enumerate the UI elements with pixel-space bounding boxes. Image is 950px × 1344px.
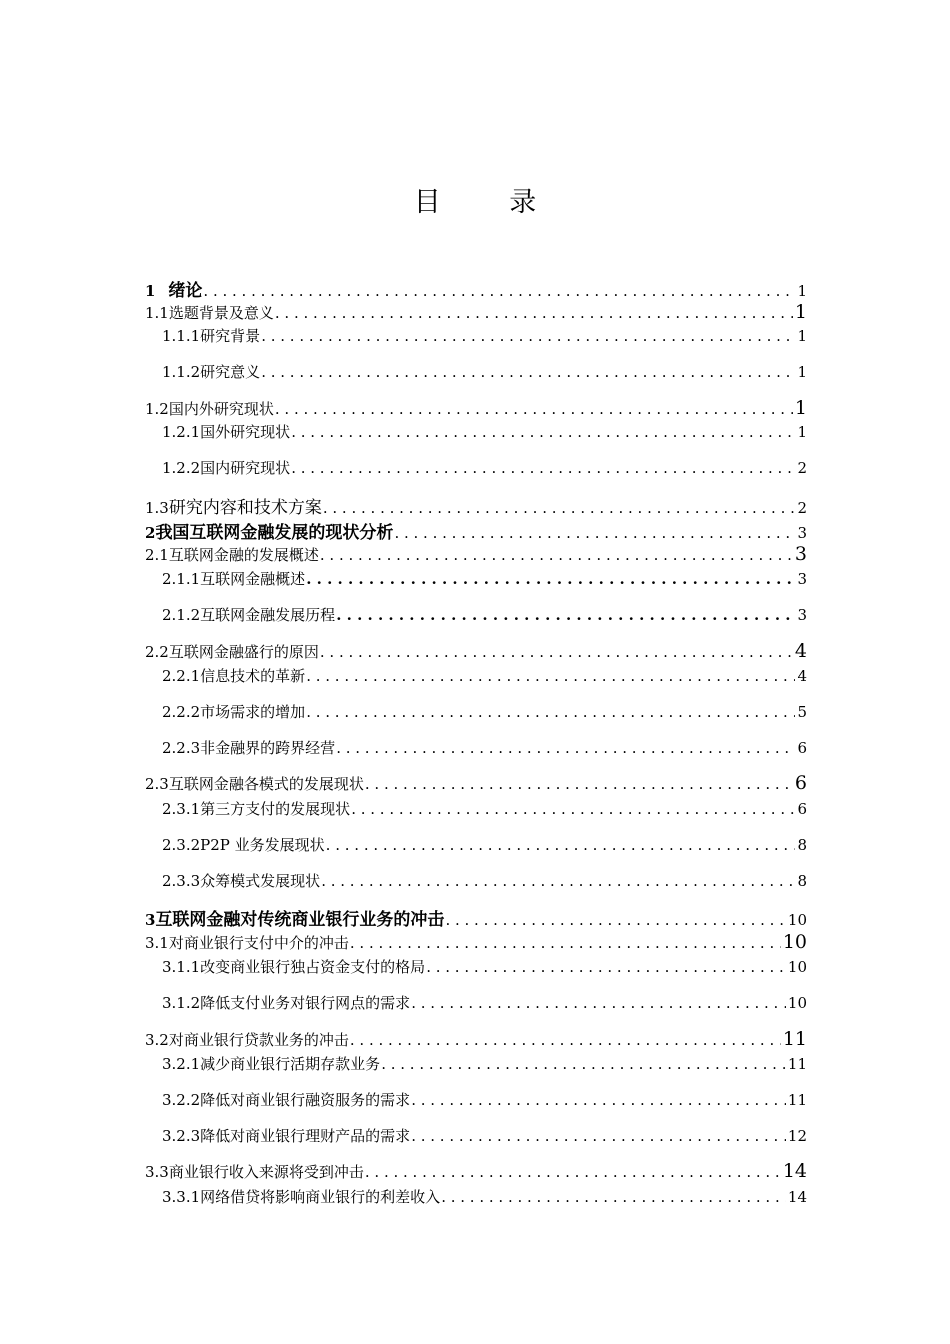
- toc-leader-dots: [326, 836, 796, 854]
- toc-entry[interactable]: [145, 931, 807, 953]
- toc-entry-number: 1.2.2: [162, 459, 201, 477]
- toc-entry[interactable]: [162, 1053, 807, 1074]
- toc-entry-number: 1.3: [145, 499, 169, 517]
- toc-entry[interactable]: [145, 640, 807, 662]
- toc-entry-number: 3.1.1: [162, 958, 201, 976]
- toc-entry-page: 8: [797, 872, 807, 890]
- toc-entry-title: 互联网金融各模式的发展现状: [168, 775, 364, 793]
- toc-entry-page: 1: [794, 397, 807, 419]
- toc-leader-dots: [320, 546, 793, 564]
- toc-entry-title: 互联网金融发展历程: [200, 606, 336, 624]
- toc-leader-dots: [381, 1055, 786, 1073]
- toc-entry[interactable]: [162, 798, 807, 819]
- toc-entry[interactable]: [162, 701, 807, 722]
- toc-entry-number: 3.1: [145, 934, 169, 952]
- toc-entry-page: 4: [794, 640, 807, 662]
- toc-entry-title: 国外研究现状: [200, 423, 291, 441]
- toc-leader-dots: [445, 911, 785, 929]
- toc-leader-dots: [411, 1091, 786, 1109]
- toc-entry[interactable]: [162, 992, 807, 1013]
- toc-entry-page: 6: [794, 772, 807, 794]
- toc-entry[interactable]: [162, 421, 807, 442]
- toc-entry-number: 2: [145, 524, 156, 542]
- toc-entry-title: 众筹模式发展现状: [200, 872, 321, 890]
- toc-entry[interactable]: [162, 568, 807, 589]
- toc-entry[interactable]: [145, 1028, 807, 1050]
- toc-entry-title: 对商业银行贷款业务的冲击: [168, 1031, 349, 1049]
- toc-entry-page: 3: [797, 524, 807, 542]
- toc-entry-number: 3.3.1: [162, 1188, 201, 1206]
- toc-entry[interactable]: [145, 543, 807, 565]
- toc-entry-number: 3.2.1: [162, 1055, 201, 1073]
- toc-entry[interactable]: [162, 665, 807, 686]
- toc-entry-page: 6: [797, 739, 807, 757]
- toc-entry-number: 3: [145, 911, 156, 929]
- toc-entry-number: 2.1: [145, 546, 169, 564]
- toc-entry[interactable]: [162, 870, 807, 891]
- toc-entry-title: 降低支付业务对银行网点的需求: [200, 994, 411, 1012]
- toc-entry-title: 第三方支付的发展现状: [200, 800, 351, 818]
- toc-entry-title: 互联网金融盛行的原因: [168, 643, 319, 661]
- toc-leader-dots: [261, 363, 795, 381]
- toc-entry-page: 11: [782, 1028, 807, 1050]
- toc-entry-title: 减少商业银行活期存款业务: [200, 1055, 381, 1073]
- toc-entry-number: 1: [145, 282, 156, 300]
- toc-entry-title: 互联网金融对传统商业银行业务的冲击: [155, 910, 445, 930]
- toc-entry-title: 绪论: [168, 281, 203, 301]
- toc-entry-title: 降低对商业银行融资服务的需求: [200, 1091, 411, 1109]
- toc-entry-title: 降低对商业银行理财产品的需求: [200, 1127, 411, 1145]
- toc-entry-title: 互联网金融的发展概述: [168, 546, 319, 564]
- toc-leader-dots: [411, 994, 786, 1012]
- toc-entry-page: 1: [797, 363, 807, 381]
- toc-entry-page: 2: [797, 459, 807, 477]
- toc-entry[interactable]: [162, 1125, 807, 1146]
- toc-leader-dots: [291, 423, 795, 441]
- toc-entry[interactable]: [162, 361, 807, 382]
- toc-leader-dots: [394, 524, 795, 542]
- toc-entry-number: 2.3.1: [162, 800, 201, 818]
- toc-entry-title: 国内研究现状: [200, 459, 291, 477]
- toc-entry-title: 网络借贷将影响商业银行的利差收入: [200, 1188, 441, 1206]
- toc-leader-dots: [350, 934, 781, 952]
- toc-entry-title: 研究内容和技术方案: [168, 498, 322, 518]
- toc-entry-number: 2.3.2: [162, 836, 201, 854]
- toc-entry-title: 非金融界的跨界经营: [200, 739, 336, 757]
- toc-entry-title: 选题背景及意义: [168, 304, 274, 322]
- toc-leader-dots: [275, 304, 793, 322]
- toc-entry-page: 8: [797, 836, 807, 854]
- toc-entry-page: 3: [797, 570, 807, 588]
- toc-entry[interactable]: [162, 737, 807, 758]
- toc-entry-page: 1: [797, 282, 807, 300]
- toc-entry-page: 11: [787, 1055, 807, 1073]
- toc-entry-page: 14: [782, 1160, 807, 1182]
- toc-entry-title: 商业银行收入来源将受到冲击: [168, 1163, 364, 1181]
- toc-entry-page: 3: [797, 606, 807, 624]
- toc-entry-page: 1: [797, 423, 807, 441]
- toc-entry-number: 1.1: [145, 304, 169, 322]
- toc-entry-number: 3.2: [145, 1031, 169, 1049]
- toc-entry-number: 2.2: [145, 643, 169, 661]
- toc-entry-number: 3.1.2: [162, 994, 201, 1012]
- toc-entry-page: 12: [787, 1127, 807, 1145]
- toc-entry-page: 11: [787, 1091, 807, 1109]
- toc-leader-dots: [320, 643, 793, 661]
- toc-entry-number: 2.3: [145, 775, 169, 793]
- toc-leader-dots: [426, 958, 786, 976]
- toc-entry[interactable]: [145, 397, 807, 419]
- toc-entry-number: 3.2.3: [162, 1127, 201, 1145]
- toc-entry-page: 2: [797, 499, 807, 517]
- toc-entry[interactable]: [145, 301, 807, 323]
- toc-entry-page: 3: [794, 543, 807, 565]
- toc-entry-title: 改变商业银行独占资金支付的格局: [200, 958, 426, 976]
- toc-leader-dots: [365, 775, 793, 793]
- toc-entry-number: 1.2.1: [162, 423, 201, 441]
- toc-entry[interactable]: [145, 493, 807, 518]
- toc-entry-page: 14: [787, 1188, 807, 1206]
- toc-entry-number: 2.2.1: [162, 667, 201, 685]
- toc-entry-title: 研究意义: [200, 363, 261, 381]
- toc-entry-number: 3.3: [145, 1163, 169, 1181]
- toc-entry[interactable]: [145, 1160, 807, 1182]
- toc-entry-number: 3.2.2: [162, 1091, 201, 1109]
- toc-leader-dots: [261, 327, 795, 345]
- toc-leader-dots: [351, 800, 795, 818]
- toc-entry-number: 1.1.1: [162, 327, 201, 345]
- toc-entry-page: 5: [797, 703, 807, 721]
- toc-entry[interactable]: [162, 1186, 807, 1207]
- toc-leader-dots: [306, 570, 795, 588]
- toc-entry-page: 4: [797, 667, 807, 685]
- toc-entry[interactable]: [145, 518, 807, 543]
- toc-entry-page: 6: [797, 800, 807, 818]
- toc-entry-page: 10: [782, 931, 807, 953]
- toc-entry-title: 互联网金融概述: [200, 570, 306, 588]
- toc-entry-number: 2.2.3: [162, 739, 201, 757]
- toc-leader-dots: [323, 499, 796, 517]
- page-title: 目 录: [413, 187, 567, 218]
- toc-entry-number: 2.1.1: [162, 570, 201, 588]
- toc-entry-title: 信息技术的革新: [200, 667, 306, 685]
- toc-entry[interactable]: [162, 325, 807, 346]
- toc-entry-number: 1.1.2: [162, 363, 201, 381]
- toc-entry-page: 10: [787, 994, 807, 1012]
- toc-entry-number: 2.1.2: [162, 606, 201, 624]
- toc-leader-dots: [441, 1188, 786, 1206]
- toc-leader-dots: [321, 872, 795, 890]
- toc-entry-page: 10: [787, 911, 807, 929]
- toc-leader-dots: [336, 739, 795, 757]
- toc-entry-title: 对商业银行支付中介的冲击: [168, 934, 349, 952]
- toc-entry-page: 10: [787, 958, 807, 976]
- toc-entry[interactable]: [145, 905, 807, 930]
- toc-entry-page: 1: [794, 301, 807, 323]
- toc-entry-title: 国内外研究现状: [168, 400, 274, 418]
- toc-leader-dots: [411, 1127, 786, 1145]
- toc-entry-title: 研究背景: [200, 327, 261, 345]
- toc-leader-dots: [350, 1031, 781, 1049]
- toc-leader-dots: [365, 1163, 781, 1181]
- toc-entry-page: 1: [797, 327, 807, 345]
- toc-leader-dots: [275, 400, 793, 418]
- toc-leader-dots: [203, 282, 795, 300]
- toc-entry[interactable]: [145, 276, 807, 301]
- toc-entry-title: 市场需求的增加: [200, 703, 306, 721]
- toc-entry[interactable]: [145, 772, 807, 794]
- toc-leader-dots: [291, 459, 795, 477]
- toc-entry-number: 1.2: [145, 400, 169, 418]
- toc-leader-dots: [306, 667, 795, 685]
- toc-leader-dots: [336, 606, 795, 624]
- toc-entry[interactable]: [162, 604, 807, 625]
- toc-entry-title: P2P 业务发展现状: [200, 836, 325, 854]
- toc-leader-dots: [306, 703, 795, 721]
- toc-entry-number: 2.3.3: [162, 872, 201, 890]
- toc-entry[interactable]: [162, 834, 807, 855]
- toc-entry-title: 我国互联网金融发展的现状分析: [155, 523, 394, 543]
- toc-entry[interactable]: [162, 1089, 807, 1110]
- toc-entry-number: 2.2.2: [162, 703, 201, 721]
- toc-entry[interactable]: [162, 956, 807, 977]
- toc-entry[interactable]: [162, 457, 807, 478]
